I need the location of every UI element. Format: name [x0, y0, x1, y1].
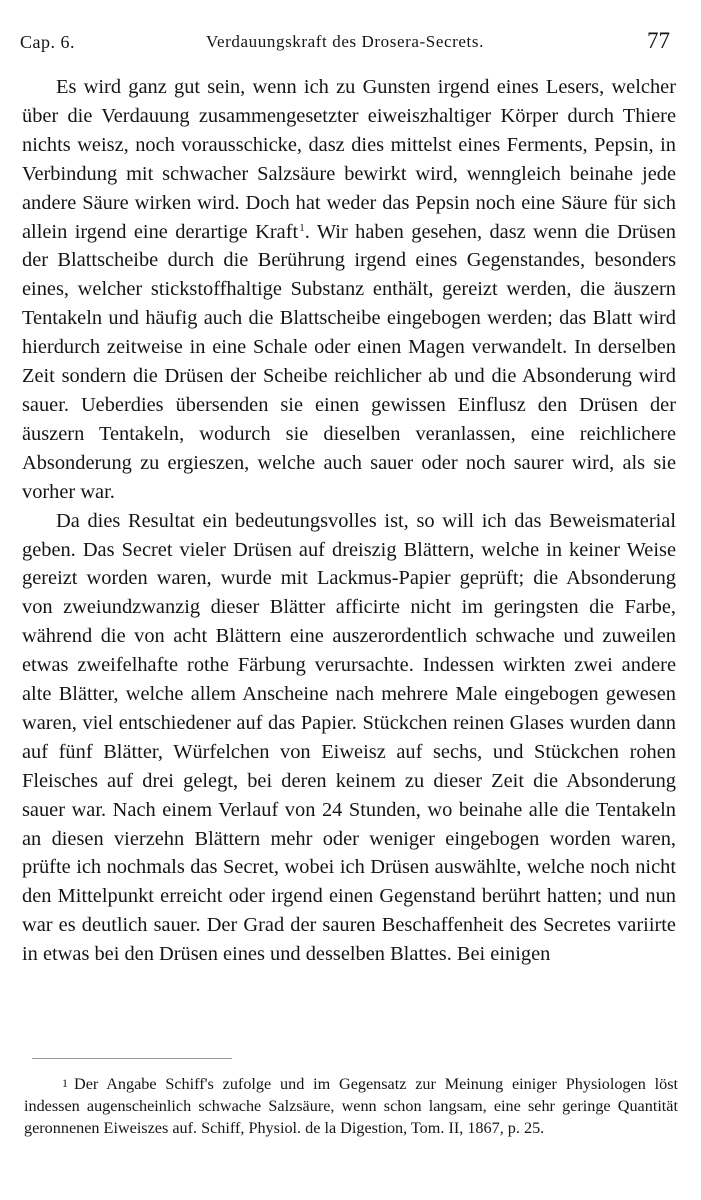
- running-title: Verdauungskraft des Drosera-Secrets.: [206, 32, 484, 51]
- footnote: [24, 1072, 678, 1139]
- footnote-reference: 1: [299, 221, 305, 234]
- footnote-divider: [32, 1058, 232, 1059]
- page-number: 77: [647, 28, 670, 53]
- footnote-text: Der Angabe Schiff's zufolge und im Gegensatz zur Meinung einiger Physiologen löst indessen augenscheinlich schwache Salzsäure, wenn schon langsam, eine sehr geringe Quantität geronnenen Eiweiszes auf. Schiff, Physiol. de la Digestion, Tom. II, 1867, p. 25.: [24, 1075, 678, 1137]
- paragraph-text: Es wird ganz gut sein, wenn ich zu Gunsten irgend eines Lesers, welcher über die Verdauung zusammengesetzter eiweiszhaltiger Körper durch Thiere nichts weisz, noch vorausschicke, dasz dies mittelst eines Ferments, Pepsin, in Verbindung mit schwacher Salzsäure bewirkt wird, wenngleich beinahe jede andere Säure wirken wird. Doch hat weder das Pepsin noch eine Säure für sich allein irgend eine derartige Kraft: [22, 76, 676, 243]
- paragraph: [22, 73, 676, 507]
- paragraph-text-continued: . Wir haben gesehen, dasz wenn die Drüsen der Blattscheibe durch die Berührung irgend eines Gegenstandes, besonders eines, welcher stickstoffhaltige Substanz enthält, gereizt werden, die äuszern Tentakeln und häufig auch die Blattscheibe eingebogen werden; das Blatt wird hierdurch zeitweise in eine Schale oder einen Magen verwandelt. In derselben Zeit sondern die Drüsen der Scheibe reichlicher ab und die Absonderung wird sauer. Ueberdies übersenden sie einen gewissen Einflusz den Drüsen der äuszern Tentakeln, wodurch sie dieselben veranlassen, eine reichlichere Absonderung zu ergieszen, welche auch sauer oder noch saurer wird, als sie vorher war.: [22, 220, 676, 503]
- chapter-label: Cap. 6.: [20, 32, 75, 52]
- footnote-number: 1: [62, 1076, 68, 1090]
- running-head: [20, 30, 670, 58]
- paragraph: Da dies Resultat ein bedeutungsvolles ist, so will ich das Beweismaterial geben. Das Secret vieler Drüsen auf dreiszig Blättern, welche in keiner Weise gereizt worden waren, wurde mit Lackmus-Papier geprüft; die Absonderung von zweiundzwanzig dieser Blätter afficirte nicht im geringsten die Farbe, während die von acht Blättern eine auszerordentlich schwache und zuweilen etwas zweifelhafte rothe Färbung verursachte. Indessen wirkten zwei andere alte Blätter, welche allem Anscheine nach mehrere Male eingebogen gewesen waren, viel entschiedener auf das Papier. Stückchen reinen Glases wurden dann auf fünf Blätter, Würfelchen von Eiweisz auf sechs, und Stückchen rohen Fleisches auf drei gelegt, bei deren keinem zu dieser Zeit die Absonderung sauer war. Nach einem Verlauf von 24 Stunden, wo beinahe alle die Tentakeln an diesen vierzehn Blättern mehr oder weniger eingebogen worden waren, prüfte ich nochmals das Secret, wobei ich Drüsen auswählte, welche noch nicht den Mittelpunkt erreicht oder irgend einen Gegenstand berührt hatten; und nun war es deutlich sauer. Der Grad der sauren Beschaffenheit des Secretes variirte in etwas bei den Drüsen eines und desselben Blattes. Bei einigen: [22, 509, 676, 966]
- body-text: [22, 73, 676, 969]
